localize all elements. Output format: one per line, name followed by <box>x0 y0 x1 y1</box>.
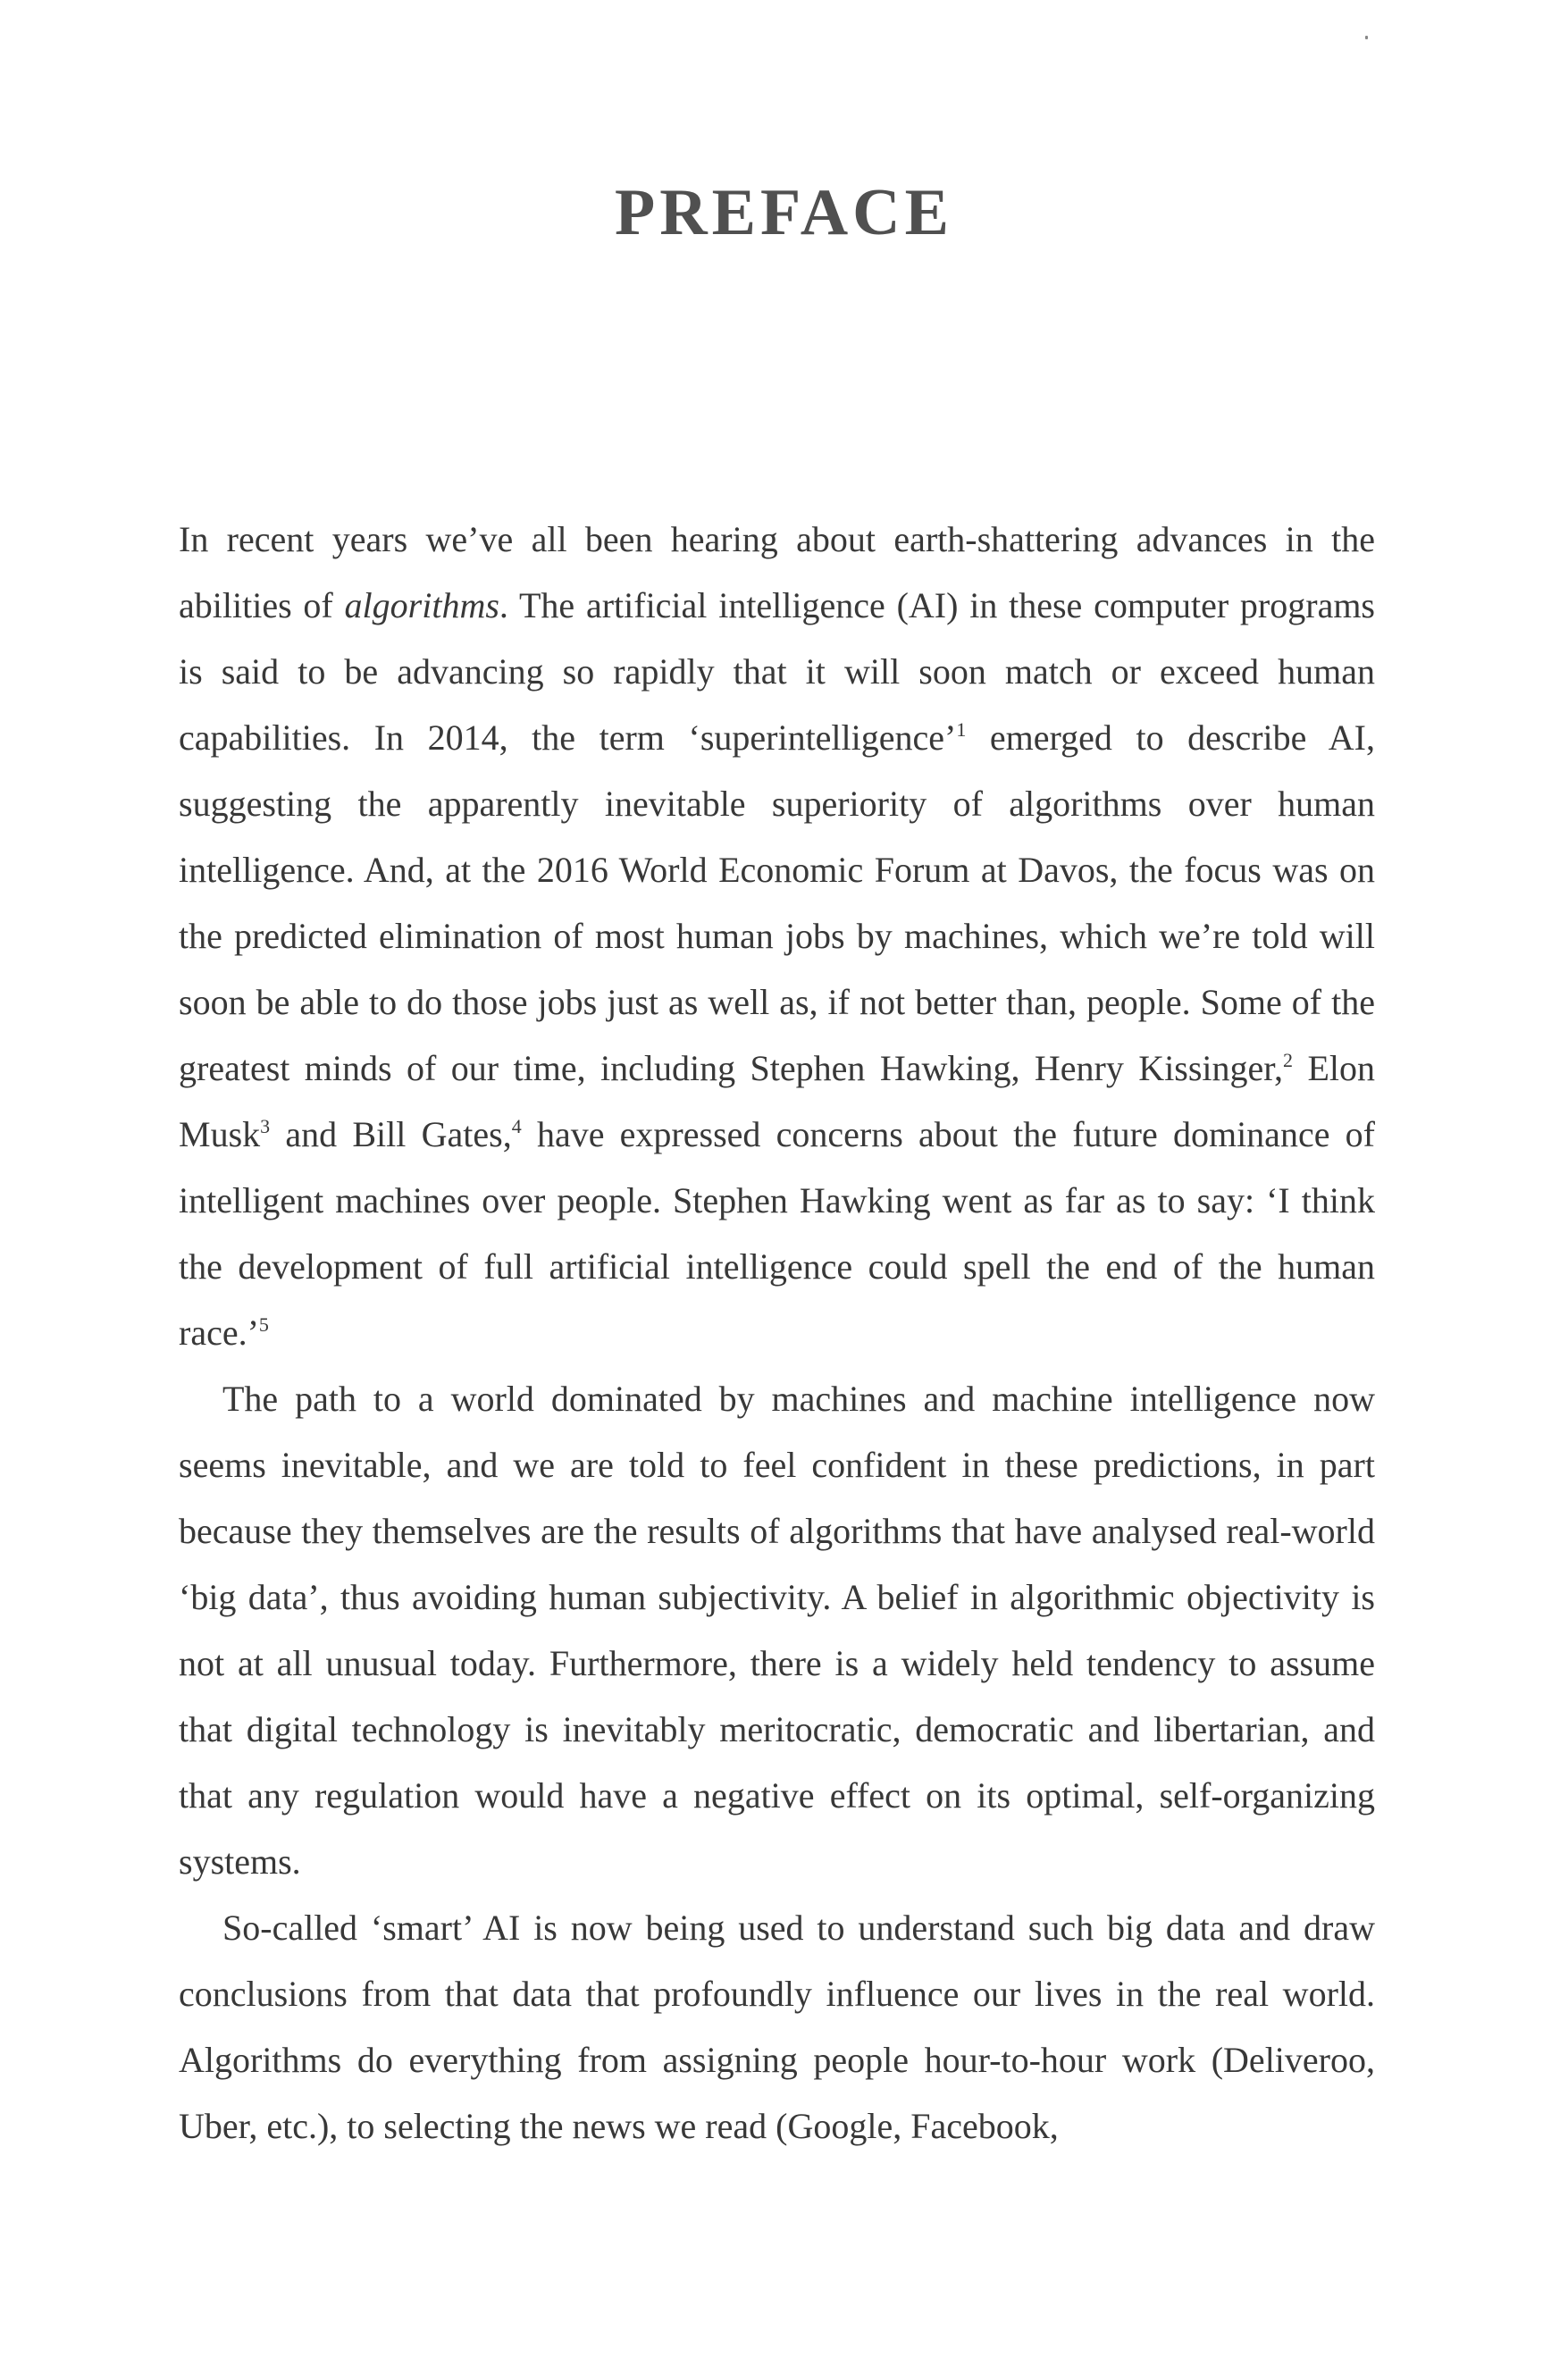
paragraph-2 <box>179 1366 1375 1895</box>
footnote-ref: 2 <box>1283 1049 1294 1071</box>
text-segment: So-called ‘smart’ AI is now being used to understand such big data and draw conclusions from that data that profoundly influence our lives in the real world. Algorithms do everything from assigning people hour-to-hour work (Deliveroo, Uber, etc.), to selecting the news we read (Google, Facebook, <box>179 1908 1375 2146</box>
paragraph-1 <box>179 507 1375 1366</box>
text-segment: Elon Musk <box>179 1048 1376 1154</box>
text-segment: In recent years we’ve all been hearing about earth-shattering advances in the abilities of <box>179 519 1375 625</box>
scan-speck <box>1365 36 1368 39</box>
text-segment: . The artificial intelligence (AI) in these computer programs is said to be advancing so rapidly that it will soon match or exceed human capabilities. In 2014, the term ‘superintelligence’ <box>179 585 1375 758</box>
paragraph-3 <box>179 1895 1375 2160</box>
text-segment: The path to a world dominated by machines and machine intelligence now seems inevitable, and we are told to feel confident in these predictions, in part because they themselves are the results of algorithms that have analysed real-world ‘big data’, thus avoiding human subjectivity. A belief in algorithmic objectivity is not at all unusual today. Furthermore, there is a widely held tendency to assume that digital technology is inevitably meritocratic, democratic and libertarian, and that any regulation would have a negative effect on its optimal, self-organizing systems. <box>179 1379 1375 1882</box>
text-segment: have expressed concerns about the future dominance of intelligent machines over people. Stephen Hawking went as far as to say: ‘I think the development of full artificial intelligence could spell the end of the human race.’ <box>179 1114 1375 1353</box>
footnote-ref: 5 <box>258 1313 269 1336</box>
page-title: PREFACE <box>615 176 953 249</box>
emphasis-text: algorithms <box>344 585 499 625</box>
footnote-ref: 3 <box>260 1115 271 1137</box>
body-text <box>179 507 1375 2160</box>
footnote-ref: 4 <box>511 1115 522 1137</box>
footnote-ref: 1 <box>956 718 967 741</box>
text-segment: emerged to describe AI, suggesting the apparently inevitable superiority of algorithms over human intelligence. And, at the 2016 World Economic Forum at Davos, the focus was on the predicted elimination of most human jobs by machines, which we’re told will soon be able to do those jobs just as well as, if not better than, people. Some of the greatest minds of our time, including Stephen Hawking, Henry Kissinger, <box>179 717 1375 1088</box>
text-segment: and Bill Gates, <box>270 1114 512 1154</box>
